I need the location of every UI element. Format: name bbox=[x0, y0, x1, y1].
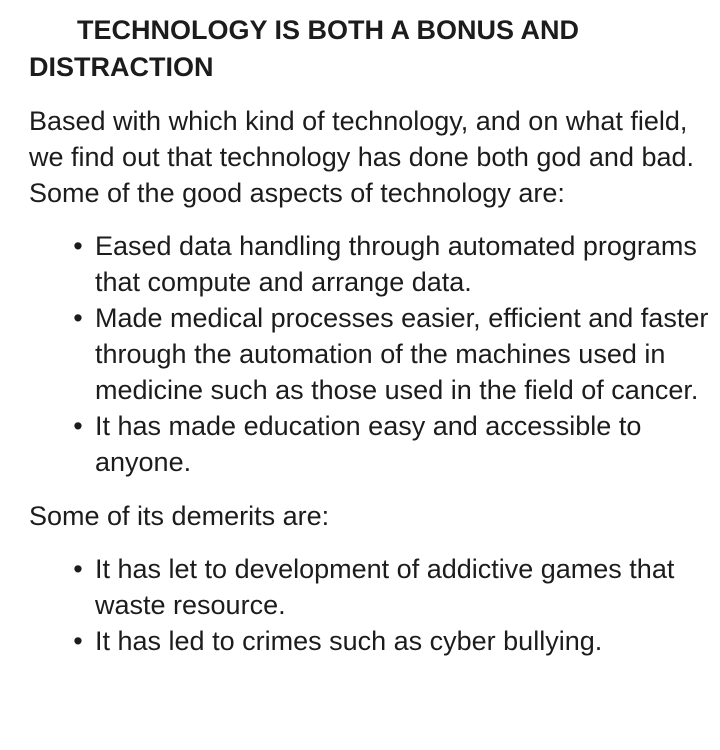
bullet-icon: • bbox=[73, 554, 83, 584]
list-item bbox=[29, 228, 709, 300]
bullet-icon: • bbox=[73, 411, 83, 441]
demerits-paragraph: Some of its demerits are: bbox=[29, 501, 330, 531]
bullet-icon: • bbox=[73, 303, 83, 333]
document-title: TECHNOLOGY IS BOTH A BONUS AND DISTRACTION bbox=[29, 15, 580, 82]
demerits-list bbox=[29, 551, 709, 659]
list-item-text: Made medical processes easier, efficient and faster through the automation of the machines used in medicine such as those used in the field of cancer. bbox=[95, 303, 709, 405]
list-item-text: It has led to crimes such as cyber bullying. bbox=[95, 626, 603, 656]
intro-paragraph: Based with which kind of technology, and on what field, we find out that technology has done both god and bad. Some of the good aspects of technology are: bbox=[29, 106, 695, 208]
list-item-text: Eased data handling through automated programs that compute and arrange data. bbox=[95, 231, 697, 297]
list-item bbox=[29, 300, 709, 408]
list-item bbox=[29, 551, 709, 623]
bullet-icon: • bbox=[73, 626, 83, 656]
good-aspects-list bbox=[29, 228, 709, 480]
list-item-text: It has let to development of addictive games that waste resource. bbox=[95, 554, 675, 620]
list-item bbox=[29, 408, 709, 480]
document-body bbox=[29, 12, 709, 659]
bullet-icon: • bbox=[73, 231, 83, 261]
list-item-text: It has made education easy and accessible to anyone. bbox=[95, 411, 642, 477]
list-item bbox=[29, 623, 709, 659]
